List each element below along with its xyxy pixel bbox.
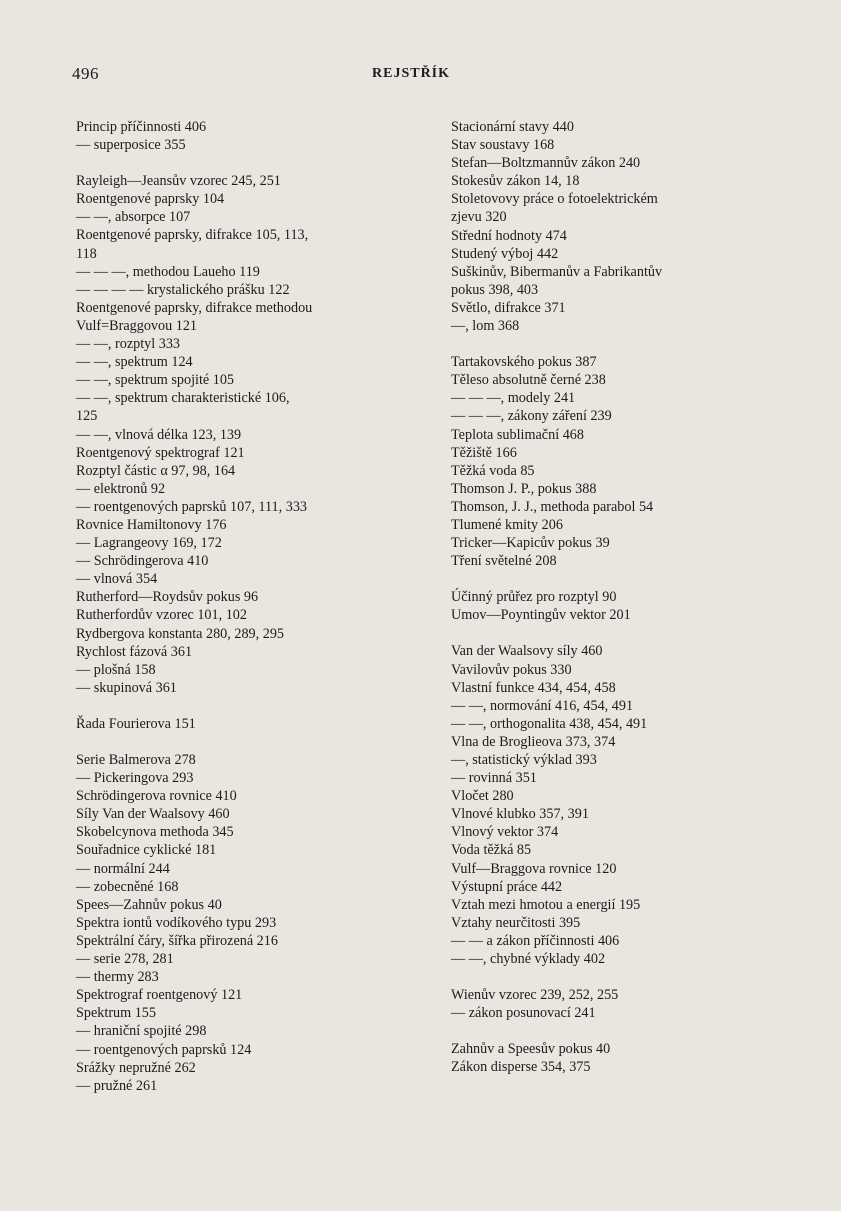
index-entry: zjevu 320 — [451, 209, 507, 226]
index-entry: Wienův vzorec 239, 252, 255 — [451, 987, 619, 1004]
index-entry: — —, spektrum spojité 105 — [76, 372, 235, 389]
index-entry: — —, rozptyl 333 — [76, 336, 181, 353]
index-entry: Stefan—Boltzmannův zákon 240 — [451, 155, 641, 172]
index-entry: Rovnice Hamiltonovy 176 — [76, 516, 227, 533]
index-entry: Výstupní práce 442 — [451, 878, 563, 895]
index-entry: — zobecněné 168 — [76, 878, 179, 895]
index-entry: Roentgenové paprsky, difrakce methodou — [76, 299, 313, 316]
index-entry: Rutherfordův vzorec 101, 102 — [76, 607, 247, 624]
index-entry: Roentgenové paprsky, difrakce 105, 113, — [76, 227, 309, 244]
index-gap — [451, 968, 796, 986]
index-entry: Van der Waalsovy síly 460 — [451, 643, 603, 660]
index-entry: — rovinná 351 — [451, 770, 537, 787]
index-entry: Účinný průřez pro rozptyl 90 — [451, 589, 617, 606]
index-gap — [451, 1022, 796, 1040]
index-entry: Rozptyl částic α 97, 98, 164 — [76, 462, 236, 479]
index-entry: Síly Van der Waalsovy 460 — [76, 806, 230, 823]
index-entry: — normální 244 — [76, 860, 170, 877]
index-entry: Vulf=Braggovou 121 — [76, 317, 198, 334]
index-entry: — elektronů 92 — [76, 480, 166, 497]
page-number: 496 — [72, 64, 99, 83]
index-entry: Voda těžká 85 — [451, 842, 532, 859]
index-entry: Řada Fourierova 151 — [76, 715, 196, 732]
index-entry: Princip příčinnosti 406 — [76, 119, 207, 135]
index-entry: — pružné 261 — [76, 1077, 158, 1094]
index-entry: — superposice 355 — [76, 137, 186, 154]
index-entry: Vlnové klubko 357, 391 — [451, 806, 589, 823]
index-entry: Vztahy neurčitosti 395 — [451, 914, 581, 931]
index-gap — [76, 154, 416, 172]
index-entry: Vavilovův pokus 330 — [451, 661, 572, 678]
index-entry: —, lom 368 — [451, 318, 520, 335]
index-entry: Thomson J. P., pokus 388 — [451, 480, 597, 497]
index-entry: Rutherford—Roydsův pokus 96 — [76, 589, 259, 606]
index-entry: Spektrum 155 — [76, 1005, 156, 1022]
index-entry: — — —, zákony záření 239 — [451, 408, 612, 425]
index-entry: — skupinová 361 — [76, 679, 177, 696]
index-entry: — —, vlnová délka 123, 139 — [76, 426, 242, 443]
index-entry: 125 — [76, 408, 98, 425]
index-entry: Rayleigh—Jeansův vzorec 245, 251 — [76, 173, 281, 190]
index-entry: Spektra iontů vodíkového typu 293 — [76, 914, 277, 931]
index-entry: Souřadnice cyklické 181 — [76, 842, 217, 859]
index-entry: — —, spektrum 124 — [76, 354, 193, 371]
index-entry: Serie Balmerova 278 — [76, 752, 196, 768]
index-gap — [76, 697, 416, 715]
index-entry: — roentgenových paprsků 107, 111, 333 — [76, 498, 308, 515]
index-entry: — serie 278, 281 — [76, 951, 174, 968]
index-entry: Tlumené kmity 206 — [451, 516, 563, 533]
index-entry: Střední hodnoty 474 — [451, 227, 567, 244]
index-entry: Tření světelné 208 — [451, 553, 557, 570]
index-entry: — Pickeringova 293 — [76, 770, 194, 787]
index-gap — [451, 624, 796, 642]
index-entry: — Schrödingerova 410 — [76, 553, 209, 570]
index-entry: Teplota sublimační 468 — [451, 426, 584, 443]
index-entry: 118 — [76, 245, 97, 262]
index-entry: Zahnův a Speesův pokus 40 — [451, 1041, 611, 1058]
index-entry: Stacionární stavy 440 — [451, 119, 574, 135]
index-entry: — Lagrangeovy 169, 172 — [76, 535, 222, 552]
index-entry: Spektrální čáry, šířka přirozená 216 — [76, 932, 278, 949]
index-entry: Spektrograf roentgenový 121 — [76, 987, 243, 1004]
index-entry: — —, chybné výklady 402 — [451, 951, 606, 968]
index-entry: pokus 398, 403 — [451, 281, 539, 298]
index-entry: Rydbergova konstanta 280, 289, 295 — [76, 625, 285, 642]
index-entry: Thomson, J. J., methoda parabol 54 — [451, 498, 654, 515]
index-entry: Těleso absolutně černé 238 — [451, 372, 606, 389]
index-column-right — [451, 118, 796, 1077]
index-entry: Stoletovovy práce o fotoelektrickém — [451, 191, 658, 208]
index-entry: — — a zákon příčinnosti 406 — [451, 932, 620, 949]
index-entry: Vztah mezi hmotou a energií 195 — [451, 896, 641, 913]
index-entry: Světlo, difrakce 371 — [451, 299, 566, 316]
index-entry: Vlastní funkce 434, 454, 458 — [451, 679, 616, 696]
index-entry: — —, normování 416, 454, 491 — [451, 697, 634, 714]
index-entry: — — — — krystalického prášku 122 — [76, 281, 290, 298]
index-entry: — hraniční spojité 298 — [76, 1023, 207, 1040]
index-entry: Roentgenové paprsky 104 — [76, 191, 225, 208]
index-entry: Roentgenový spektrograf 121 — [76, 444, 245, 461]
index-entry: — vlnová 354 — [76, 571, 158, 588]
index-entry: — —, orthogonalita 438, 454, 491 — [451, 715, 648, 732]
index-entry: Vlna de Broglieova 373, 374 — [451, 733, 616, 750]
index-entry: — zákon posunovací 241 — [451, 1005, 596, 1022]
index-entry: Vulf—Braggova rovnice 120 — [451, 860, 617, 877]
index-entry: Umov—Poyntingův vektor 201 — [451, 607, 631, 624]
index-entry: Stokesův zákon 14, 18 — [451, 173, 580, 190]
index-entry: Srážky nepružné 262 — [76, 1059, 196, 1076]
index-entry: — — —, methodou Laueho 119 — [76, 263, 260, 280]
index-entry: Těžiště 166 — [451, 444, 517, 461]
index-gap — [451, 570, 796, 588]
index-entry: — —, spektrum charakteristické 106, — [76, 390, 290, 407]
index-gap — [451, 335, 796, 353]
index-entry: Suškinův, Bibermanův a Fabrikantův — [451, 263, 663, 280]
index-entry: Rychlost fázová 361 — [76, 643, 193, 660]
index-entry: Tartakovského pokus 387 — [451, 354, 597, 371]
index-column-left — [76, 118, 416, 1095]
index-entry: — —, absorpce 107 — [76, 209, 191, 226]
index-entry: Skobelcynova methoda 345 — [76, 824, 234, 841]
index-entry: Zákon disperse 354, 375 — [451, 1059, 591, 1076]
index-entry: — plošná 158 — [76, 661, 156, 678]
index-entry: Tricker—Kapicův pokus 39 — [451, 535, 610, 552]
index-entry: —, statistický výklad 393 — [451, 752, 597, 768]
index-entry: Schrödingerova rovnice 410 — [76, 788, 237, 805]
index-entry: — thermy 283 — [76, 969, 159, 986]
index-entry: Těžká voda 85 — [451, 462, 535, 479]
index-entry: Stav soustavy 168 — [451, 137, 555, 154]
index-entry: — — —, modely 241 — [451, 390, 576, 407]
index-entry: Studený výboj 442 — [451, 245, 559, 262]
index-entry: — roentgenových paprsků 124 — [76, 1041, 252, 1058]
index-entry: Spees—Zahnův pokus 40 — [76, 896, 222, 913]
index-entry: Vločet 280 — [451, 788, 514, 805]
index-gap — [76, 733, 416, 751]
page-title: REJSTŘÍK — [372, 66, 451, 81]
index-entry: Vlnový vektor 374 — [451, 824, 559, 841]
